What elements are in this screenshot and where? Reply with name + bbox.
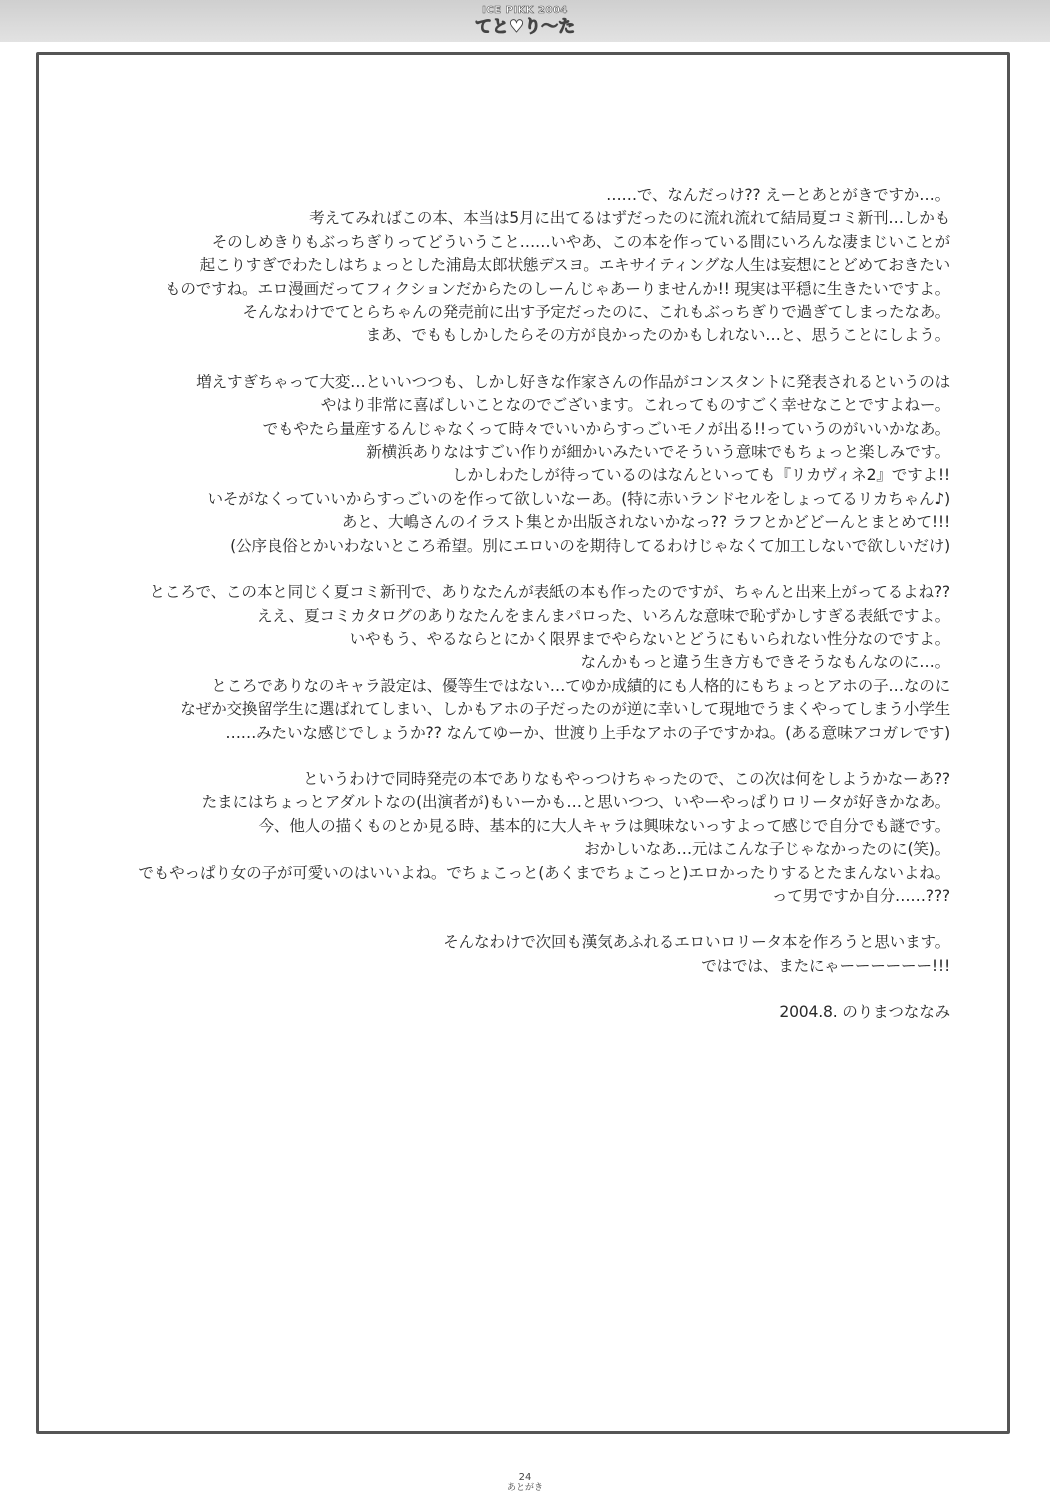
afterword-text xyxy=(90,184,950,1025)
text-line: まあ、でももしかしたらその方が良かったのかもしれない…と、思うことにしよう。 xyxy=(365,326,950,345)
text-line: ではでは、またにゃーーーーーー!!! xyxy=(701,956,950,975)
text-line: やはり非常に喜ばしいことなのでございます。これってものすごく幸せなことですよねー。 xyxy=(320,396,950,415)
text-line: 新横浜ありなはすごい作りが細かいみたいでそういう意味でもちょっと楽しみです。 xyxy=(366,443,950,462)
text-line: そのしめきりもぶっちぎりってどういうこと……いやあ、この本を作っている間にいろんな凄まじいことが xyxy=(211,232,950,251)
text-line: ……みたいな感じでしょうか?? なんてゆーか、世渡り上手なアホの子ですかね。(ある意味アコガレです) xyxy=(225,723,950,742)
signature: 2004.8. のりまつななみ xyxy=(779,1003,950,1022)
text-line: ところで、この本と同じく夏コミ新刊で、ありなたんが表紙の本も作ったのですが、ちゃんと出来上がってるよね?? xyxy=(149,583,950,602)
text-line: って男ですか自分……??? xyxy=(771,886,950,905)
section-label: あとがき xyxy=(506,1483,543,1493)
text-line: 考えてみればこの本、本当は5月に出てるはずだったのに流れ流れて結局夏コミ新刊…しかも xyxy=(309,209,950,228)
page-number: 24 xyxy=(518,1472,532,1483)
paragraph xyxy=(90,768,950,908)
paragraph xyxy=(90,184,950,348)
book-title: てと♥り〜た xyxy=(474,17,576,37)
series-label: ICE PIKK 2004 xyxy=(482,5,568,16)
text-line: あと、大嶋さんのイラスト集とか出版されないかなっ?? ラフとかどどーんとまとめて!!! xyxy=(341,513,950,532)
text-line: おかしいなあ…元はこんな子じゃなかったのに(笑)。 xyxy=(584,840,950,859)
text-line: ……で、なんだっけ?? えーとあとがきですか…。 xyxy=(606,186,950,204)
text-line: なんかもっと違う生き方もできそうなもんなのに…。 xyxy=(580,653,950,672)
text-line: でもやっぱり女の子が可愛いのはいいよね。でちょこっと(あくまでちょこっと)エロかったりするとたまんないよね。 xyxy=(138,863,950,882)
running-header xyxy=(0,4,1050,38)
text-line: たまにはちょっとアダルトなの(出演者が)もいーかも…と思いつつ、いやーやっぱりロリータが好きかなあ。 xyxy=(201,793,950,812)
page-footer xyxy=(0,1472,1050,1494)
paragraph xyxy=(90,931,950,978)
paragraph xyxy=(90,371,950,558)
text-line: 増えすぎちゃって大変…といいつつも、しかし好きな作家さんの作品がコンスタントに発表されるというのは xyxy=(196,372,950,391)
text-line: そんなわけでてとらちゃんの発売前に出す予定だったのに、これもぶっちぎりで過ぎてしまったなあ。 xyxy=(242,303,950,322)
text-line: 今、他人の描くものとか見る時、基本的に大人キャラは興味ないっすよって感じで自分でも謎です。 xyxy=(258,816,950,835)
text-line: しかしわたしが待っているのはなんといっても『リカヴィネ2』ですよ!! xyxy=(452,466,950,485)
text-line: ところでありなのキャラ設定は、優等生ではない…てゆか成績的にも人格的にもちょっとアホの子…なのに xyxy=(211,676,950,695)
text-line: ものですね。エロ漫画だってフィクションだからたのしーんじゃあーりませんか!! 現実は平穏に生きたいですよ。 xyxy=(165,279,950,298)
text-line: というわけで同時発売の本でありなもやっつけちゃったので、この次は何をしようかなーあ?? xyxy=(303,769,950,788)
text-line: なぜか交換留学生に選ばれてしまい、しかもアホの子だったのが逆に幸いして現地でうまくやってしまう小学生 xyxy=(180,700,950,719)
paragraph xyxy=(90,581,950,745)
text-line: そんなわけで次回も漢気あふれるエロいロリータ本を作ろうと思います。 xyxy=(443,933,950,952)
text-line: ええ、夏コミカタログのありなたんをまんまパロった、いろんな意味で恥ずかしすぎる表紙ですよ。 xyxy=(256,606,950,625)
text-line: (公序良俗とかいわないところ希望。別にエロいのを期待してるわけじゃなくて加工しないで欲しいだけ) xyxy=(230,536,950,555)
text-line: いやもう、やるならとにかく限界までやらないとどうにもいられない性分なのですよ。 xyxy=(349,629,950,648)
text-line: いそがなくっていいからすっごいのを作って欲しいなーあ。(特に赤いランドセルをしょってるリカちゃん♪) xyxy=(207,489,950,508)
text-line: 起こりすぎでわたしはちょっとした浦島太郎状態デスヨ。エキサイティングな人生は妄想にとどめておきたい xyxy=(199,256,950,275)
text-line: でもやたら量産するんじゃなくって時々でいいからすっごいモノが出る!!っていうのがいいかなあ。 xyxy=(262,419,950,438)
